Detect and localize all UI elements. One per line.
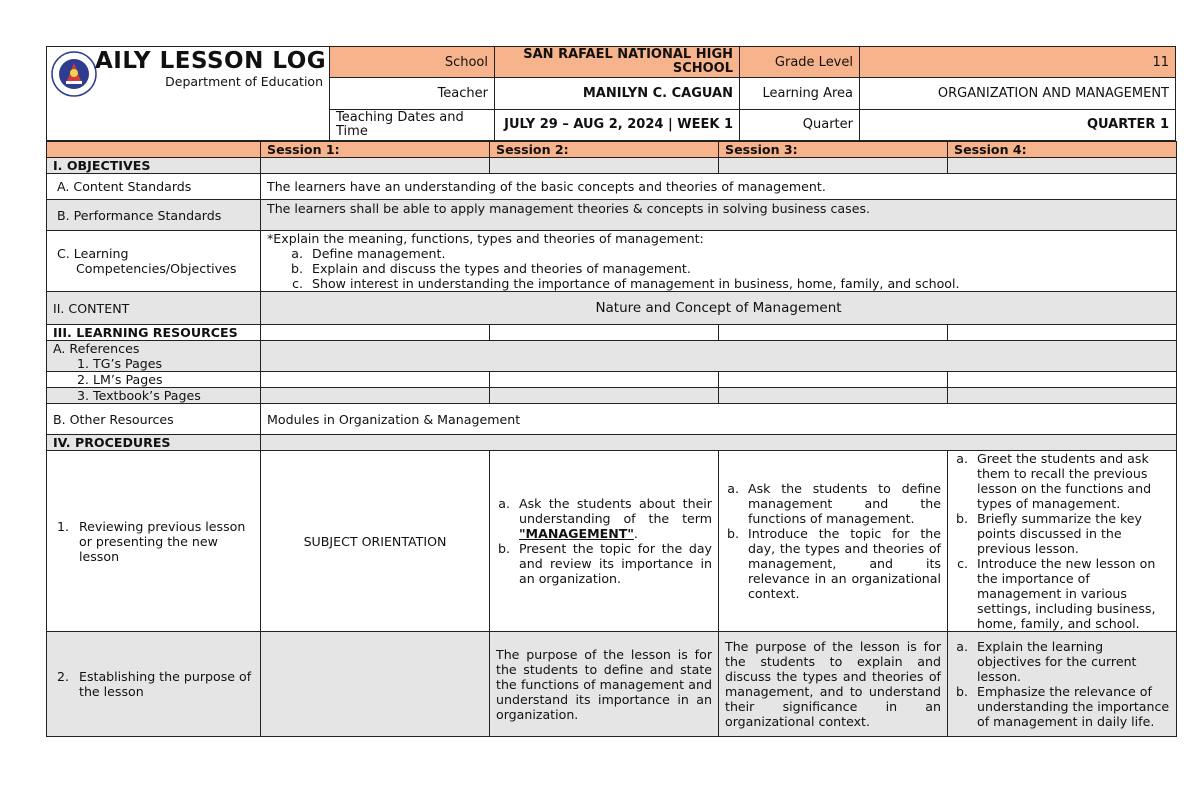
procedures-heading: IV. PROCEDURES (47, 435, 261, 451)
review-label: 1. Reviewing previous lesson or presenting the new lesson (47, 451, 261, 632)
review-session-3 (719, 451, 948, 632)
grade-level-label: Grade Level (740, 47, 860, 78)
list-item: b. Introduce the topic for the day, the types and theories of management, and its relevance in an organizational context. (743, 526, 941, 601)
header (46, 46, 1176, 141)
lesson-log-table (46, 141, 1177, 737)
list-item: a. Define management. (307, 246, 1170, 261)
header-brand (46, 46, 329, 141)
list-item: a. Ask the students about their understanding of the term "MANAGEMENT". (514, 496, 712, 541)
grade-level-value: 11 (860, 47, 1176, 78)
other-resources-label: B. Other Resources (47, 404, 261, 435)
content-heading: II. CONTENT (47, 292, 261, 325)
resources-heading: III. LEARNING RESOURCES (47, 325, 261, 341)
session-4-header: Session 4: (948, 142, 1177, 158)
content-row (47, 292, 1177, 325)
review-row (47, 451, 1177, 632)
quarter-label: Quarter (740, 109, 860, 140)
teaching-dates-value: JULY 29 – AUG 2, 2024 | WEEK 1 (495, 109, 740, 140)
session-2-header: Session 2: (490, 142, 719, 158)
competencies-text (261, 231, 1177, 292)
content-standards-row (47, 174, 1177, 200)
competencies-row (47, 231, 1177, 292)
list-item: a. Explain the learning objectives for the current lesson. (972, 639, 1170, 684)
competencies-label: C. Learning Competencies/Objectives (47, 231, 261, 292)
review-session-1: SUBJECT ORIENTATION (261, 451, 490, 632)
other-resources-row (47, 404, 1177, 435)
school-label: School (330, 47, 495, 78)
purpose-session-3: The purpose of the lesson is for the students to explain and discuss the types and theories of management, and to understand their significance in an organizational context. (719, 632, 948, 737)
session-1-header: Session 1: (261, 142, 490, 158)
department-name: Department of Education (165, 74, 323, 89)
list-item: b. Briefly summarize the key points discussed in the previous lesson. (972, 511, 1170, 556)
quarter-value: QUARTER 1 (860, 109, 1176, 140)
lm-pages-label: 2. LM’s Pages (47, 372, 261, 388)
lm-pages-row (47, 372, 1177, 388)
school-value: SAN RAFAEL NATIONAL HIGH SCHOOL (495, 47, 740, 78)
competencies-list (289, 246, 1170, 291)
content-standards-text: The learners have an understanding of the basic concepts and theories of management. (261, 174, 1177, 200)
list-item: c. Show interest in understanding the importance of management in business, home, family, and school. (307, 276, 1170, 291)
purpose-session-1 (261, 632, 490, 737)
review-session-4 (948, 451, 1177, 632)
procedures-heading-row (47, 435, 1177, 451)
deped-seal-icon (51, 51, 97, 97)
learning-area-label: Learning Area (740, 78, 860, 109)
resources-heading-row (47, 325, 1177, 341)
references-label: A. References 1. TG’s Pages (47, 341, 261, 372)
objectives-heading: I. OBJECTIVES (47, 158, 261, 174)
list-item: b. Emphasize the relevance of understanding the importance of management in daily life. (972, 684, 1170, 729)
teaching-dates-label: Teaching Dates and Time (330, 109, 495, 140)
list-item: a. Ask the students to define management and the functions of management. (743, 481, 941, 526)
purpose-row (47, 632, 1177, 737)
references-row (47, 341, 1177, 372)
content-text: Nature and Concept of Management (261, 292, 1177, 325)
session-header-row (47, 142, 1177, 158)
teacher-label: Teacher (330, 78, 495, 109)
purpose-session-2: The purpose of the lesson is for the students to define and state the functions of management and understand its importance in an organization. (490, 632, 719, 737)
textbook-pages-row (47, 388, 1177, 404)
session-header-blank (47, 142, 261, 158)
performance-standards-row (47, 200, 1177, 231)
review-session-2 (490, 451, 719, 632)
content-standards-label: A. Content Standards (47, 174, 261, 200)
list-item: a. Greet the students and ask them to recall the previous lesson on the functions and types of management. (972, 451, 1170, 511)
list-item: b. Present the topic for the day and review its importance in an organization. (514, 541, 712, 586)
learning-area-value: ORGANIZATION AND MANAGEMENT (860, 78, 1176, 109)
performance-standards-text: The learners shall be able to apply management theories & concepts in solving business cases. (261, 200, 1177, 231)
teacher-value: MANILYN C. CAGUAN (495, 78, 740, 109)
textbook-pages-label: 3. Textbook’s Pages (47, 388, 261, 404)
objectives-heading-row (47, 158, 1177, 174)
session-3-header: Session 3: (719, 142, 948, 158)
purpose-label: 2. Establishing the purpose of the lesson (47, 632, 261, 737)
header-info-grid (329, 46, 1176, 141)
lesson-log-page (46, 46, 1176, 737)
list-item: c. Introduce the new lesson on the importance of management in various settings, including business, home, family, and school. (972, 556, 1170, 631)
purpose-session-4 (948, 632, 1177, 737)
other-resources-text: Modules in Organization & Management (261, 404, 1177, 435)
list-item: b. Explain and discuss the types and theories of management. (307, 261, 1170, 276)
document-title: AILY LESSON LOG (95, 48, 327, 74)
performance-standards-label: B. Performance Standards (47, 200, 261, 231)
competencies-intro: *Explain the meaning, functions, types and theories of management: (267, 231, 704, 246)
